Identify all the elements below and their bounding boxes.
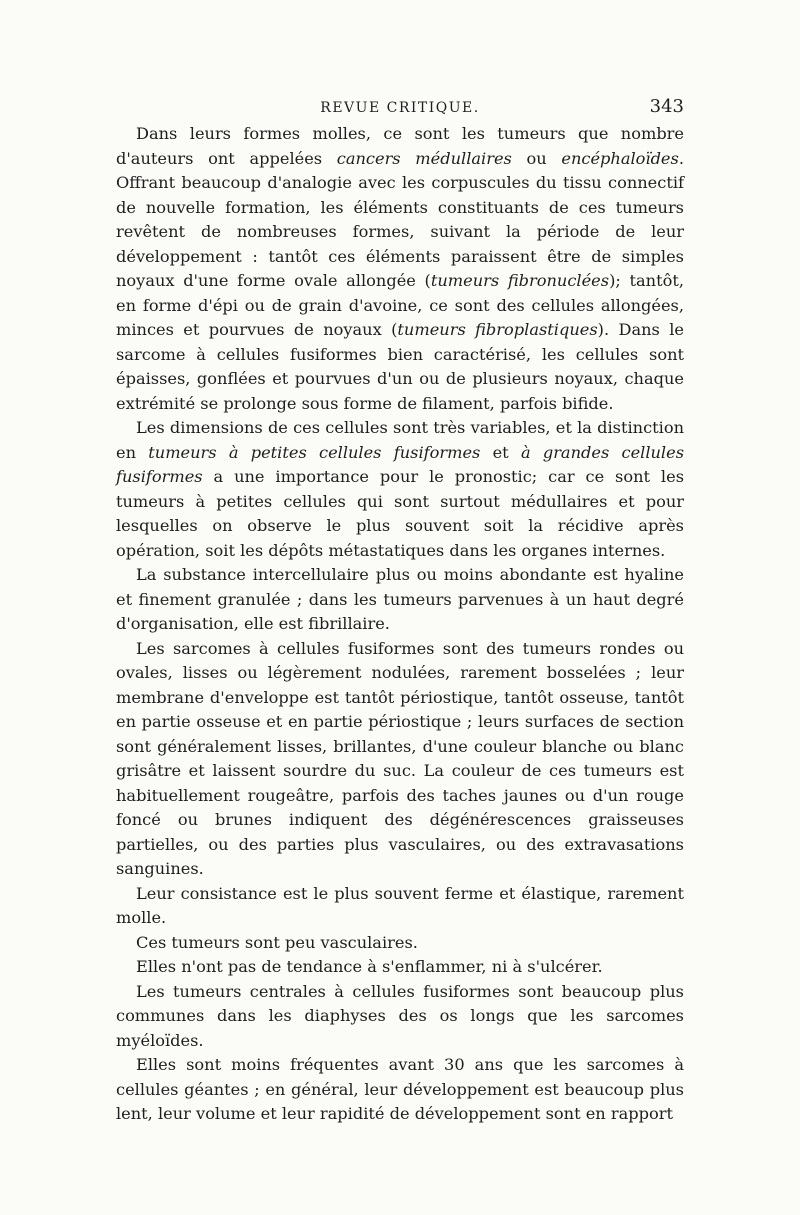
text-run: ). Dans le sarcome à cellules fusiformes bien caractérisé, les cellules sont épaisses, gonflées et pourvues d'un ou de plusieurs noyaux, chaque extrémité se prolonge sous forme de filament, parfois bifide. (116, 320, 684, 413)
text-run: Elles sont moins fréquentes avant 30 ans que les sarcomes à cellules géantes ; en général, leur développement est beaucoup plus lent, leur volume et leur rapidité de développement sont en rapport (116, 1055, 684, 1123)
text-run: Elles n'ont pas de tendance à s'enflammer, ni à s'ulcérer. (136, 957, 603, 976)
paragraph (116, 931, 684, 956)
paragraph (116, 637, 684, 882)
paragraph (116, 1053, 684, 1127)
italic-term: à grandes cellules fusiformes (116, 442, 684, 486)
text-run: . Offrant beaucoup d'analogie avec les corpuscules du tissu connectif de nouvelle formation, les éléments constituants de ces tumeurs revêtent de nombreuses formes, suivant la période de leur développement : tantôt ces éléments paraissent être de simples noyaux d'une forme ovale allongée ( (116, 148, 684, 290)
running-title: REVUE CRITIQUE. (320, 100, 480, 116)
text-run: Les tumeurs centrales à cellules fusiformes sont beaucoup plus communes dans les diaphyses des os longs que les sarcomes myéloïdes. (116, 981, 684, 1050)
italic-term: tumeurs fibronuclées (430, 271, 610, 290)
italic-term: tumeurs fibroplastiques (397, 320, 598, 339)
text-run: Les sarcomes à cellules fusiformes sont des tumeurs rondes ou ovales, lisses ou légèrement nodulées, rarement bosselées ; leur membrane d'enveloppe est tantôt périostique, tantôt osseuse, tantôt en partie osseuse et en partie périostique ; leurs surfaces de section sont généralement lisses, brillantes, d'une couleur blanche ou blanc grisâtre et laissent sourdre du suc. La couleur de ces tumeurs est habituellement rougeâtre, parfois des taches jaunes ou d'un rouge foncé ou brunes indiquent des dégénérescences graisseuses partielles, ou des parties plus vasculaires, ou des extravasations sanguines. (116, 638, 684, 878)
page-number: 343 (649, 96, 684, 117)
paragraph (116, 563, 684, 637)
text-run: Les dimensions de ces cellules sont très variables, et la distinction en (116, 418, 684, 462)
italic-term: tumeurs à petites cellules fusiformes (148, 442, 481, 462)
body-text (116, 122, 684, 1127)
text-run: Dans leurs formes molles, ce sont les tumeurs que nombre d'auteurs ont appelées (116, 124, 684, 168)
italic-term: cancers médullaires (336, 148, 512, 168)
text-run: Ces tumeurs sont peu vasculaires. (136, 932, 418, 952)
text-run: ); tantôt, en forme d'épi ou de grain d'avoine, ce sont des cellules allongées, minces et pourvues de noyaux ( (116, 271, 684, 339)
paragraph (116, 955, 684, 980)
paragraph (116, 416, 684, 563)
text-run: a une importance pour le pronostic; car ce sont les tumeurs à petites cellules qui sont surtout médullaires et pour lesquelles on observe le plus souvent soit la récidive après opération, soit les dépôts métastatiques dans les organes internes. (116, 467, 684, 560)
text-run: La substance intercellulaire plus ou moins abondante est hyaline et finement granulée ; dans les tumeurs parvenues à un haut degré d'organisation, elle est fibrillaire. (116, 565, 684, 633)
paragraph (116, 122, 684, 416)
text-run: et (480, 442, 521, 462)
text-run: ou (511, 148, 562, 168)
page-header (116, 92, 684, 122)
text-run: Leur consistance est le plus souvent ferme et élastique, rarement molle. (116, 883, 684, 927)
paragraph (116, 980, 684, 1054)
paragraph (116, 882, 684, 931)
document-page (116, 92, 684, 1127)
italic-term: encéphaloïdes (561, 148, 679, 168)
